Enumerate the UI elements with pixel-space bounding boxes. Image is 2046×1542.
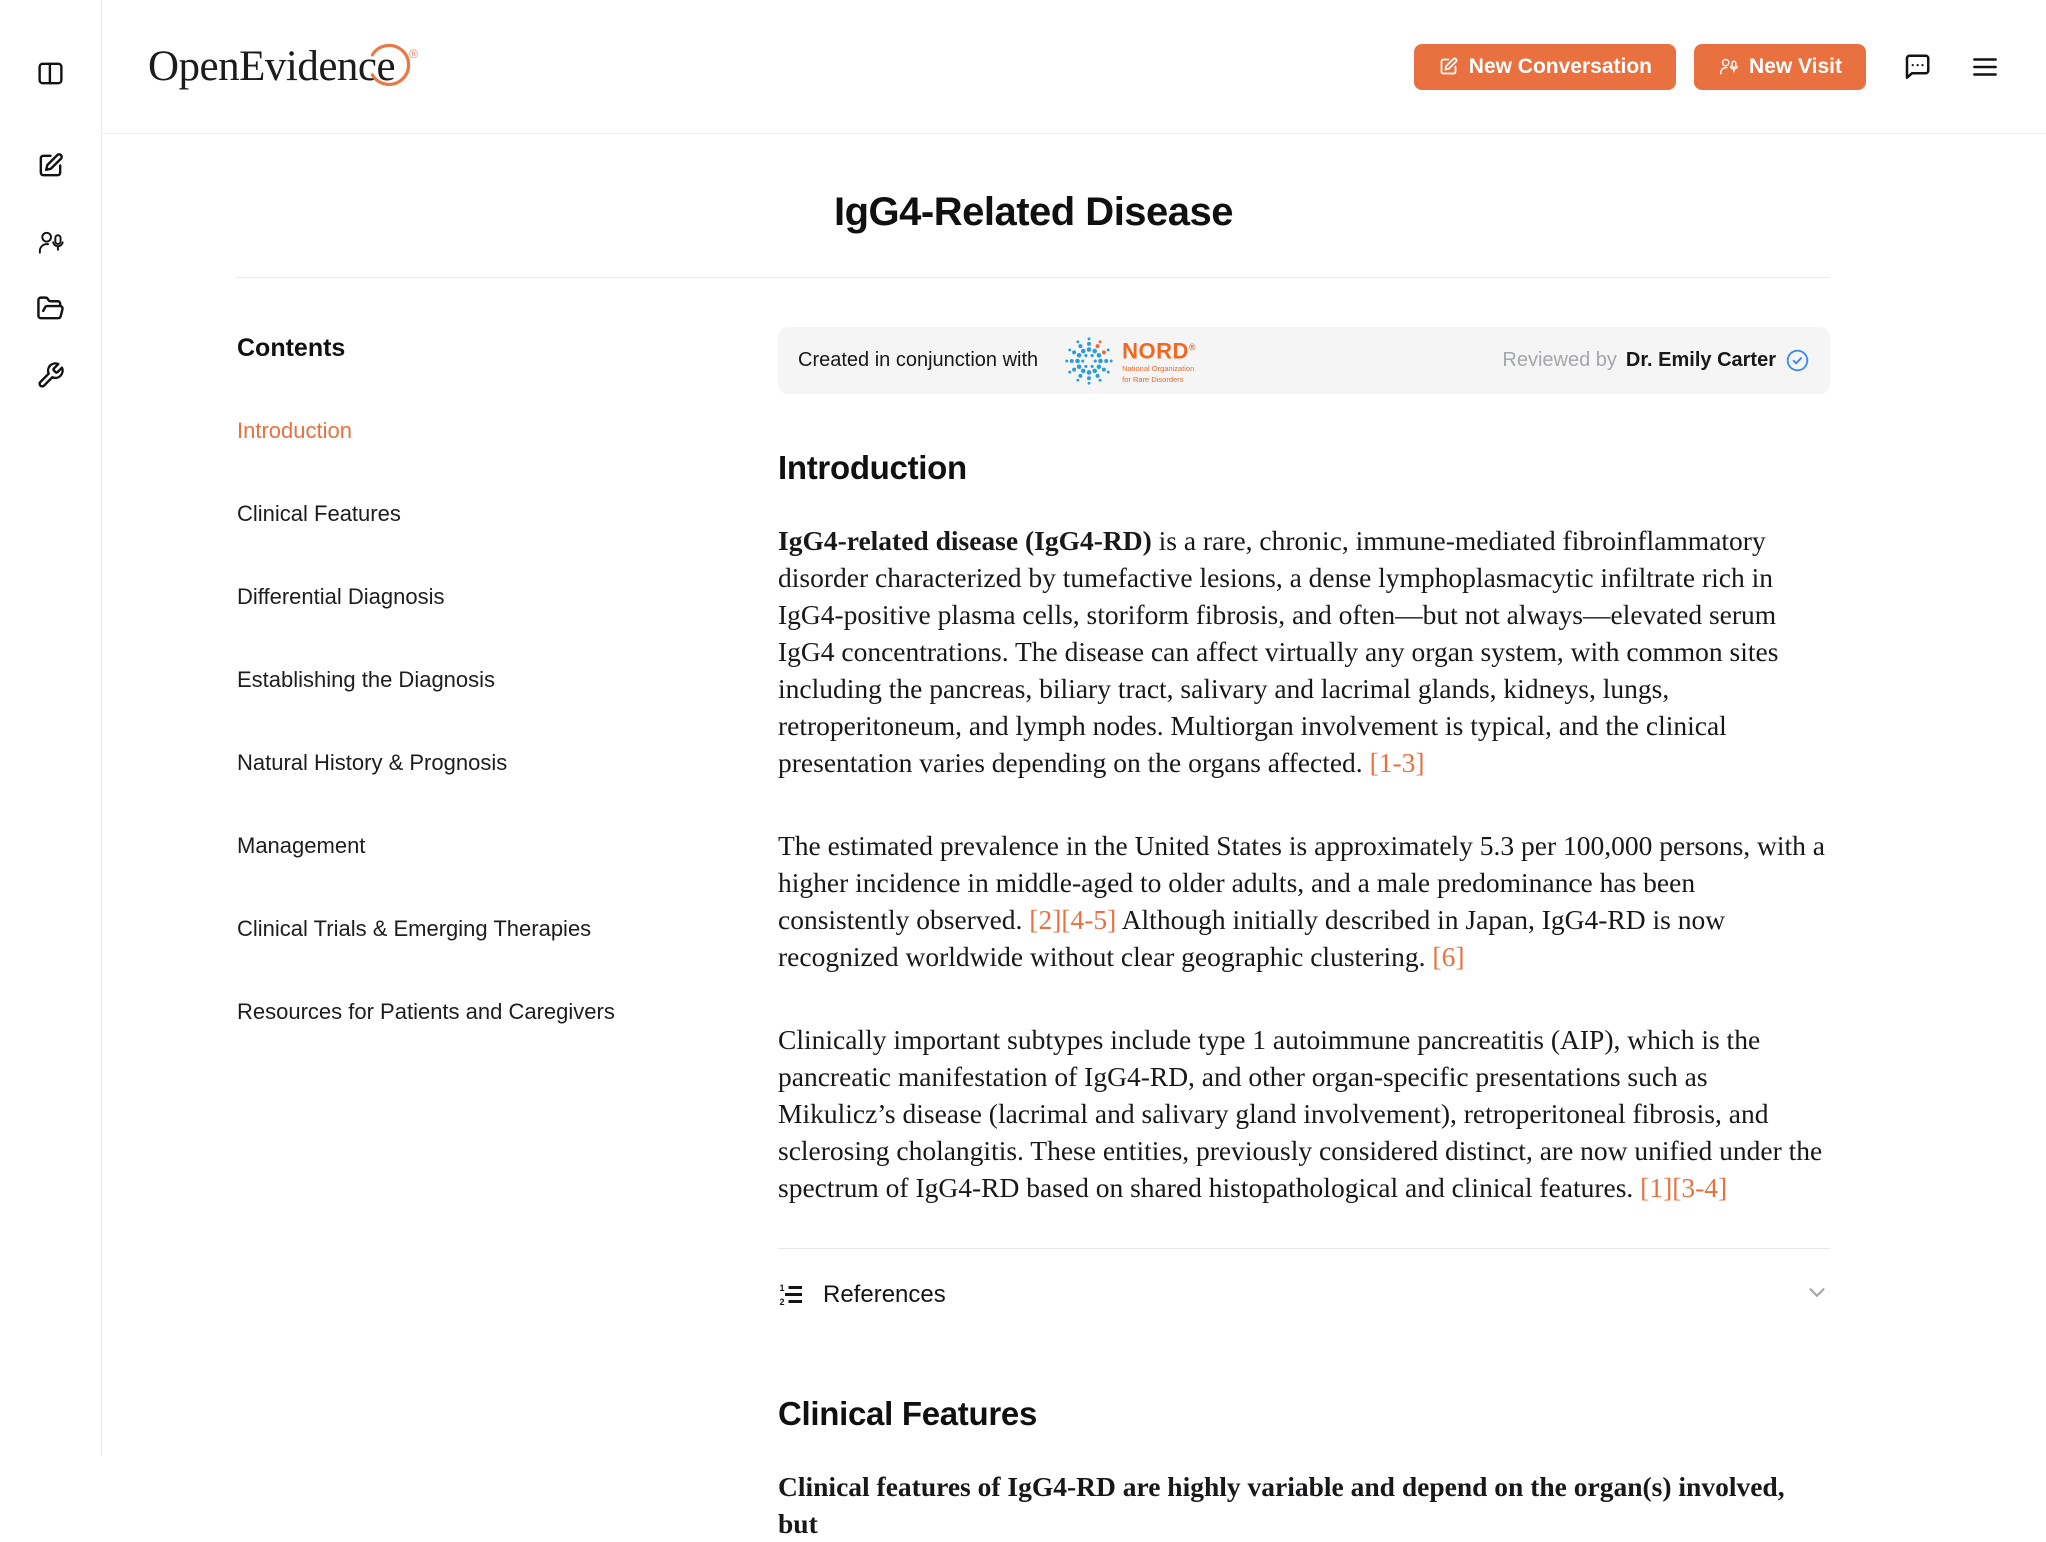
citation-link[interactable]: [1][3-4]	[1640, 1172, 1728, 1203]
logo-arc-icon	[365, 38, 413, 90]
registered-mark: ®	[409, 47, 418, 61]
patient-mic-icon[interactable]	[35, 226, 67, 258]
nord-tagline-1: National Organization	[1122, 363, 1195, 373]
references-label: References	[823, 1280, 946, 1308]
intro-paragraph-3: Clinically important subtypes include type 1 autoimmune pancreatitis (AIP), which is the pancreatic manifestation of IgG4-RD, and other organ-specific presentations such as Mikulicz’s disease (lacrimal and salivary gland involvement), retroperitoneal fibrosis, and sclerosing cholangitis. These entities, previously considered distinct, are now unified under the spectrum of IgG4-RD based on shared histopathological and clinical features. [1][3-4]	[778, 1024, 1823, 1203]
hamburger-menu-icon[interactable]	[1968, 50, 2002, 84]
citation-link[interactable]: [1-3]	[1369, 747, 1425, 778]
compose-icon	[1438, 56, 1459, 77]
clinical-lead-paragraph: Clinical features of IgG4-RD are highly variable and depend on the organ(s) involved, but	[778, 1471, 1785, 1539]
citation-link[interactable]: [6]	[1432, 941, 1465, 972]
sidebar-toggle-icon[interactable]	[35, 57, 67, 89]
nord-wordmark: NORD®	[1122, 338, 1197, 364]
logo-final-e: e	[377, 42, 396, 91]
chevron-down-icon[interactable]	[1804, 1279, 1830, 1310]
top-header	[102, 0, 2046, 134]
toc-item-establishing-the-diagnosis[interactable]: Establishing the Diagnosis	[237, 667, 496, 692]
toc-item-clinical-features[interactable]: Clinical Features	[237, 501, 401, 526]
new-visit-button[interactable]	[1694, 44, 1866, 90]
contents-list	[237, 411, 778, 1032]
new-conversation-label: New Conversation	[1468, 54, 1653, 78]
references-row[interactable]	[778, 1248, 1830, 1340]
page-title: IgG4-Related Disease	[833, 190, 1234, 234]
new-visit-label: New Visit	[1749, 54, 1842, 78]
svg-text:1: 1	[779, 1283, 785, 1293]
toc-item-resources-for-patients-and-caregivers[interactable]: Resources for Patients and Caregivers	[237, 999, 615, 1024]
tools-icon[interactable]	[35, 359, 67, 391]
folder-open-icon[interactable]	[35, 292, 67, 324]
verified-badge-icon	[1785, 348, 1810, 373]
created-with-text: Created in conjunction with	[798, 349, 1039, 371]
toc-item-management[interactable]: Management	[237, 833, 366, 858]
attribution-banner	[778, 327, 1830, 394]
svg-text:2: 2	[779, 1297, 785, 1307]
logo-text: OpenEvidenc	[148, 43, 377, 90]
article	[778, 278, 1830, 1542]
compose-icon[interactable]	[35, 149, 67, 181]
chat-bubble-icon[interactable]	[1900, 50, 1934, 84]
left-icon-rail	[0, 0, 102, 1456]
nord-starburst-icon	[1064, 336, 1114, 386]
section-heading-introduction: Introduction	[778, 449, 967, 486]
patient-mic-icon	[1718, 56, 1739, 77]
nord-logo	[1064, 336, 1196, 386]
toc-item-introduction[interactable]: Introduction	[237, 418, 352, 443]
toc-item-natural-history-prognosis[interactable]: Natural History & Prognosis	[237, 750, 508, 775]
citation-link[interactable]: [2][4-5]	[1029, 904, 1117, 935]
numbered-list-icon	[778, 1281, 805, 1308]
intro-paragraph-2: The estimated prevalence in the United States is approximately 5.3 per 100,000 persons, with a higher incidence in middle-aged to older adults, and a male predominance has been consistently observed. [2][4-5] Although initially described in Japan, IgG4-RD is now recognized worldwide without clear geographic clustering. [6]	[778, 830, 1826, 972]
nord-tagline-2: for Rare Disorders	[1122, 374, 1184, 384]
toc-item-differential-diagnosis[interactable]: Differential Diagnosis	[237, 584, 445, 609]
main-content	[237, 134, 1830, 1542]
openevidence-logo[interactable]	[148, 42, 418, 91]
toc-item-clinical-trials-emerging-therapies[interactable]: Clinical Trials & Emerging Therapies	[237, 916, 592, 941]
reviewer-name: Dr. Emily Carter	[1625, 349, 1776, 371]
contents-heading: Contents	[237, 334, 346, 362]
contents-nav	[237, 278, 778, 1542]
reviewed-by-label: Reviewed by	[1502, 349, 1617, 371]
new-conversation-button[interactable]	[1414, 44, 1676, 90]
intro-paragraph-1: IgG4-related disease (IgG4-RD) is a rare, chronic, immune-mediated fibroinflammatory disorder characterized by tumefactive lesions, a dense lymphoplasmacytic infiltrate rich in IgG4-positive plasma cells, storiform fibrosis, and often—but not always—elevated serum IgG4 concentrations. The disease can affect virtually any organ system, with common sites including the pancreas, biliary tract, salivary and lacrimal glands, kidneys, lungs, retroperitoneum, and lymph nodes. Multiorgan involvement is typical, and the clinical presentation varies depending on the organs affected. [1-3]	[778, 525, 1779, 778]
section-heading-clinical-features: Clinical Features	[778, 1395, 1037, 1432]
